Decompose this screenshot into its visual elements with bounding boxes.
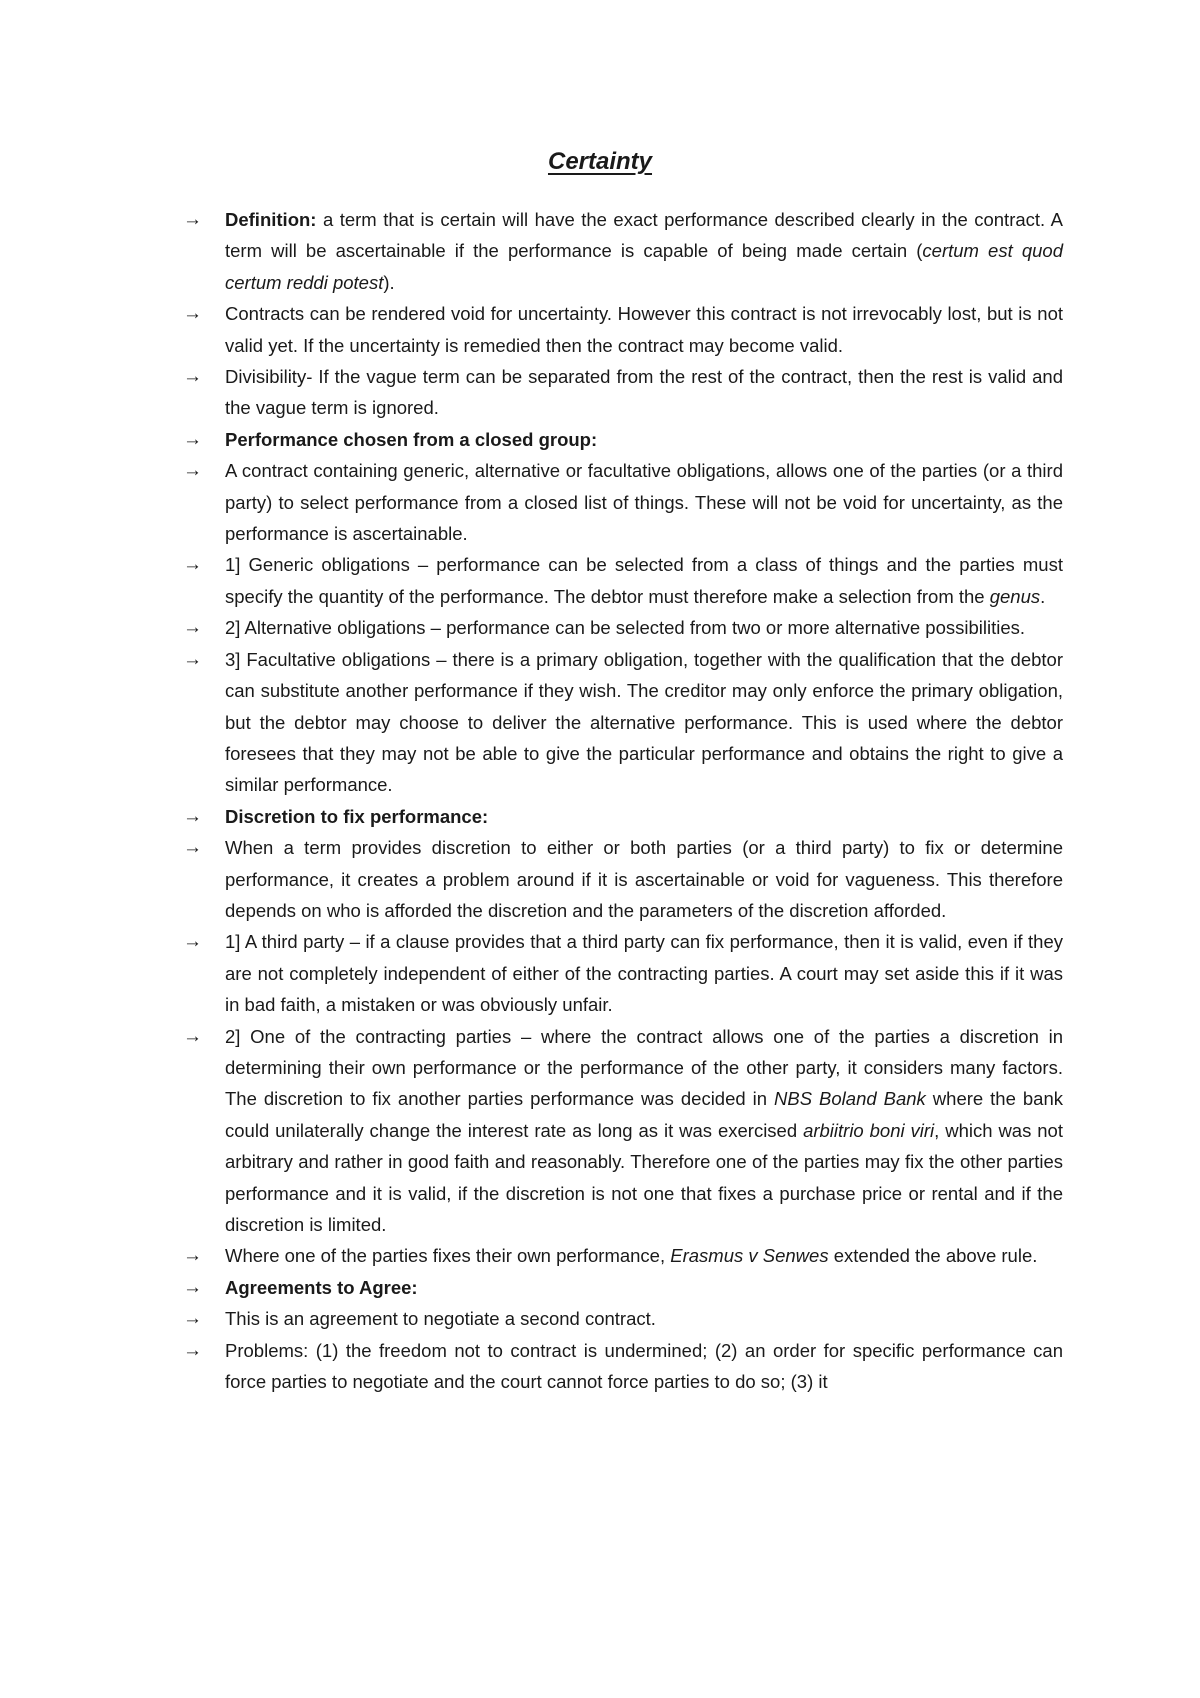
arrow-bullet-icon: → bbox=[183, 1339, 202, 1361]
list-item bbox=[183, 1303, 1063, 1334]
item-text: This is an agreement to negotiate a second contract. bbox=[225, 1308, 656, 1330]
item-text: . bbox=[1040, 585, 1046, 607]
arrow-bullet-icon: → bbox=[183, 1308, 202, 1330]
item-text: extended the above rule. bbox=[828, 1245, 1038, 1267]
item-text: a term that is certain will have the exact performance described clearly in the contract. A term will be ascertainable if the performance is capable of being made certain ( bbox=[225, 209, 1063, 262]
item-text: 1] Generic obligations – performance can be selected from a class of things and the parties must specify the quantity of the performance. The debtor must therefore make a selection from the bbox=[225, 554, 1063, 607]
list-item bbox=[183, 549, 1063, 612]
section-heading: Discretion to fix performance: bbox=[225, 805, 489, 827]
list-item bbox=[183, 455, 1063, 549]
arrow-bullet-icon: → bbox=[183, 1276, 202, 1298]
section-heading: Performance chosen from a closed group: bbox=[225, 428, 598, 450]
item-text: 2] One of the contracting parties – where the contract allows one of the parties a discretion in determining their own performance or the performance of the other party, it considers many factors. The discretion to fix another parties performance was decided in bbox=[225, 1025, 1063, 1110]
item-text: Where one of the parties fixes their own performance, bbox=[225, 1245, 671, 1267]
arrow-bullet-icon: → bbox=[183, 617, 202, 639]
list-item-heading bbox=[183, 801, 1063, 832]
list-item bbox=[183, 361, 1063, 424]
item-text: Divisibility- If the vague term can be separated from the rest of the contract, then the rest is valid and the vague term is ignored. bbox=[225, 366, 1063, 419]
list-item bbox=[183, 1240, 1063, 1271]
case-name: Erasmus v Senwes bbox=[670, 1245, 829, 1267]
list-item bbox=[183, 832, 1063, 926]
item-text: When a term provides discretion to either or both parties (or a third party) to fix or determine performance, it creates a problem around if it is ascertainable or void for vagueness. This therefore depends on who is afforded the discretion and the parameters of the discretion afforded. bbox=[225, 837, 1063, 921]
list-item bbox=[183, 298, 1063, 361]
arrow-bullet-icon: → bbox=[183, 1025, 202, 1047]
list-item bbox=[183, 644, 1063, 801]
latin-phrase: arbiitrio boni viri bbox=[803, 1119, 935, 1141]
arrow-bullet-icon: → bbox=[183, 837, 202, 859]
list-item bbox=[183, 612, 1063, 643]
section-heading: Agreements to Agree: bbox=[225, 1276, 418, 1298]
arrow-bullet-icon: → bbox=[183, 366, 202, 388]
latin-phrase: certum est quod certum reddi potest bbox=[225, 240, 1064, 293]
arrow-bullet-icon: → bbox=[183, 805, 202, 827]
arrow-bullet-icon: → bbox=[183, 931, 202, 953]
latin-term: genus bbox=[989, 585, 1041, 607]
item-text: , which was not arbitrary and rather in good faith and reasonably. Therefore one of the parties may fix the other parties performance and it is valid, if the discretion is not one that fixes a purchase price or rental and if the discretion is limited. bbox=[225, 1119, 1063, 1235]
item-text: 2] Alternative obligations – performance can be selected from two or more alternative possibilities. bbox=[225, 617, 1026, 639]
case-name: NBS Boland Bank bbox=[774, 1088, 926, 1110]
arrow-bullet-icon: → bbox=[183, 303, 202, 325]
arrow-bullet-icon: → bbox=[183, 428, 202, 450]
bullet-list bbox=[183, 204, 1063, 1397]
item-label: Definition: bbox=[225, 209, 317, 230]
list-item bbox=[183, 1021, 1063, 1241]
item-text: 1] A third party – if a clause provides that a third party can fix performance, then it is valid, even if they are not completely independent of either of the contracting parties. A court may set aside this if it was in bad faith, a mistaken or was obviously unfair. bbox=[225, 931, 1063, 1016]
arrow-bullet-icon: → bbox=[183, 554, 202, 576]
item-text: 3] Facultative obligations – there is a primary obligation, together with the qualification that the debtor can substitute another performance if they wish. The creditor may only enforce the primary obligation, but the debtor may choose to deliver the alternative performance. This is used where the debtor foresees that they may not be able to give the particular performance and obtains the right to give a similar performance. bbox=[225, 648, 1063, 796]
arrow-bullet-icon: → bbox=[183, 648, 202, 670]
list-item bbox=[183, 926, 1063, 1020]
list-item-definition bbox=[183, 204, 1063, 298]
item-text: A contract containing generic, alternative or facultative obligations, allows one of the parties (or a third party) to select performance from a closed list of things. These will not be void for uncertainty, as the performance is ascertainable. bbox=[225, 460, 1063, 545]
arrow-bullet-icon: → bbox=[183, 209, 202, 230]
list-item-heading bbox=[183, 1272, 1063, 1303]
list-item-heading bbox=[183, 424, 1063, 455]
arrow-bullet-icon: → bbox=[183, 1245, 202, 1267]
item-text: Problems: (1) the freedom not to contract is undermined; (2) an order for specific performance can force parties to negotiate and the court cannot force parties to do so; (3) it bbox=[225, 1339, 1063, 1393]
item-text: Contracts can be rendered void for uncertainty. However this contract is not irrevocably lost, but is not valid yet. If the uncertainty is remedied then the contract may become valid. bbox=[225, 303, 1063, 356]
arrow-bullet-icon: → bbox=[183, 460, 202, 482]
list-item bbox=[183, 1335, 1063, 1398]
item-text: where the bank could unilaterally change the interest rate as long as it was exercised bbox=[225, 1088, 1063, 1141]
page-title: Certainty bbox=[547, 148, 653, 175]
item-text: ). bbox=[383, 271, 395, 293]
